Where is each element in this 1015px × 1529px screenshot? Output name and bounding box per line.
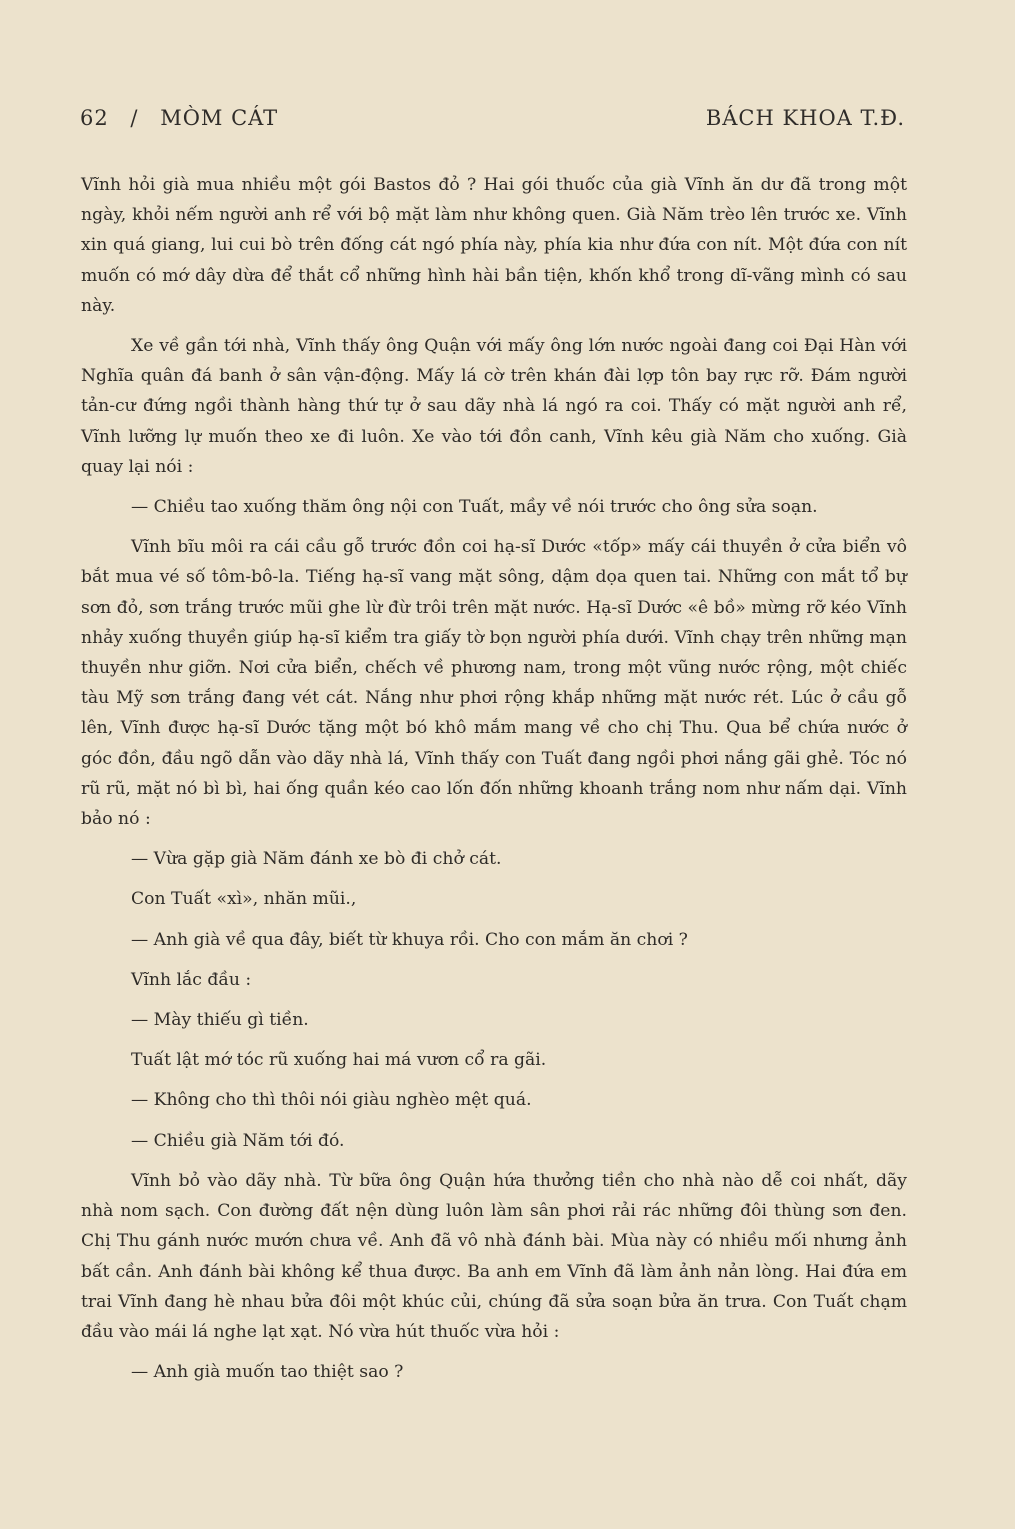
dialogue-line: — Anh già muốn tao thiệt sao ? <box>131 1362 404 1383</box>
paragraph: Vĩnh bỏ vào dãy nhà. Từ bữa ông Quận hứa thưởng tiền cho nhà nào dễ coi nhất, dãy nhà nom sạch. Con đường đất nện dùng luôn làm sân phơi rải rác những đôi thùng sơn đen. Chị Thu gánh nước mướn chưa về. Anh đã vô nhà đánh bài. Mùa này có nhiều mối nhưng ảnh bất cần. Anh đánh bài không kể thua được. Ba anh em Vĩnh đã làm ảnh nản lòng. Hai đứa em trai Vĩnh đang hè nhau bửa đôi một khúc củi, chúng đã sửa soạn bửa ăn trưa. Con Tuất chạm đầu vào mái lá nghe lạt xạt. Nó vừa hút thuốc vừa hỏi : <box>81 1170 907 1342</box>
narration-line: Con Tuất «xì», nhăn mũi., <box>131 889 357 910</box>
page-number: 62 <box>80 106 109 130</box>
page-body <box>81 170 907 1397</box>
dialogue-line: — Chiều già Năm tới đó. <box>131 1130 345 1151</box>
running-header <box>80 106 905 140</box>
narration-line: Vĩnh lắc đầu : <box>131 969 252 990</box>
narration-line: Tuất lật mớ tóc rũ xuống hai má vươn cổ ra gãi. <box>131 1050 547 1071</box>
paragraph: Vĩnh bĩu môi ra cái cầu gỗ trước đồn coi hạ-sĩ Dước «tốp» mấy cái thuyền ở cửa biển vô bắt mua vé số tôm-bô-la. Tiếng hạ-sĩ vang mặt sông, dậm dọa quen tai. Những con mắt tổ bự sơn đỏ, sơn trắng trước mũi ghe lừ đừ trôi trên mặt nước. Hạ-sĩ Dước «ê bồ» mừng rỡ kéo Vĩnh nhảy xuống thuyền giúp hạ-sĩ kiểm tra giấy tờ bọn người phía dưới. Vĩnh chạy trên những mạn thuyền như giỡn. Nơi cửa biển, chếch về phương nam, trong một vũng nước rộng, một chiếc tàu Mỹ sơn trắng đang vét cát. Nắng như phơi rộng khắp những mặt nước rét. Lúc ở cầu gỗ lên, Vĩnh được hạ-sĩ Dước tặng một bó khô mắm mang về cho chị Thu. Qua bể chứa nước ở góc đồn, đầu ngõ dẫn vào dãy nhà lá, Vĩnh thấy con Tuất đang ngồi phơi nắng gãi ghẻ. Tóc nó rũ rũ, mặt nó bì bì, hai ống quần kéo cao lốn đốn những khoanh trắng nom như nấm dại. Vĩnh bảo nó : <box>81 537 907 830</box>
book-title: BÁCH KHOA T.Đ. <box>705 106 905 130</box>
dialogue-line: — Mày thiếu gì tiền. <box>131 1010 309 1031</box>
paragraph: Vĩnh hỏi già mua nhiều một gói Bastos đỏ ? Hai gói thuốc của già Vĩnh ăn dư đã trong một ngày, khỏi nếm người anh rể với bộ mặt làm như không quen. Già Năm trèo lên trước xe. Vĩnh xin quá giang, lui cui bò trên đống cát ngó phía này, phía kia như đứa con nít. Một đứa con nít muốn có mớ dây dừa để thắt cổ những hình hài bần tiện, khốn khổ trong dĩ-vãng mình có sau này. <box>81 175 907 316</box>
chapter-title: MÒM CÁT <box>160 106 279 130</box>
dialogue-line: — Vừa gặp già Năm đánh xe bò đi chở cát. <box>131 849 502 870</box>
dialogue-line: — Anh già về qua đây, biết từ khuya rồi. Cho con mắm ăn chơi ? <box>131 929 688 950</box>
paragraph: Xe về gần tới nhà, Vĩnh thấy ông Quận với mấy ông lớn nước ngoài đang coi Đại Hàn với Nghĩa quân đá banh ở sân vận-động. Mấy lá cờ trên khán đài lợp tôn bay rực rỡ. Đám người tản-cư đứng ngồi thành hàng thứ tự ở sau dãy nhà lá ngó ra coi. Thấy có mặt người anh rể, Vĩnh lưỡng lự muốn theo xe đi luôn. Xe vào tới đồn canh, Vĩnh kêu già Năm cho xuống. Già quay lại nói : <box>81 336 907 477</box>
header-left <box>80 106 292 130</box>
dialogue-line: — Chiều tao xuống thăm ông nội con Tuất, mầy về nói trước cho ông sửa soạn. <box>131 497 818 518</box>
header-separator: / <box>130 106 139 130</box>
dialogue-line: — Không cho thì thôi nói giàu nghèo mệt quá. <box>131 1090 532 1111</box>
